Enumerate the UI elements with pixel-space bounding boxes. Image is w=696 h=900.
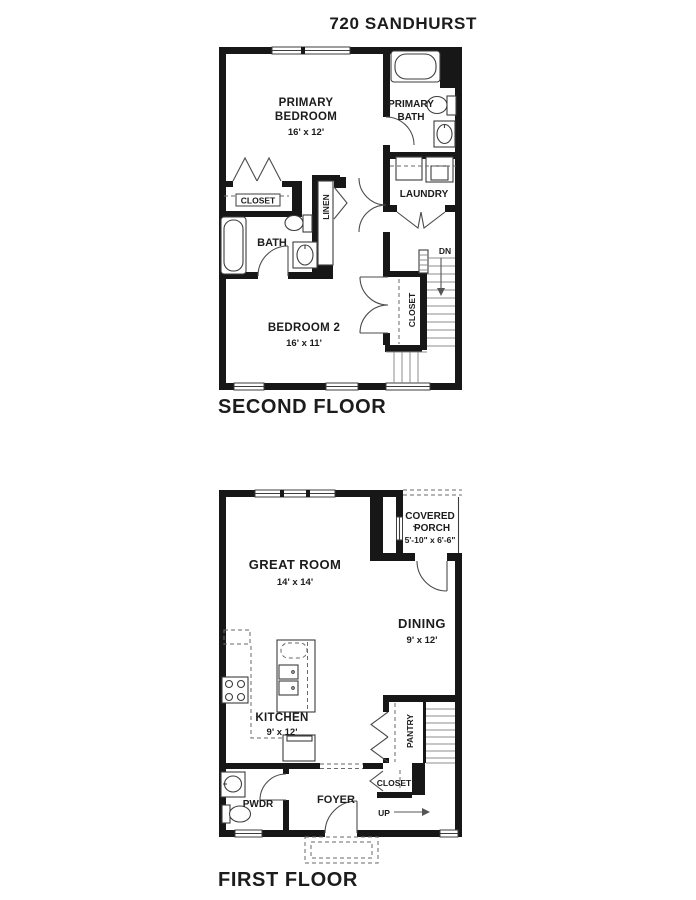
first-floor-plan [218, 490, 462, 891]
covered-porch-dims: 5'-10" x 6'-6" [404, 535, 456, 545]
plan-title: 720 SANDHURST [329, 14, 477, 33]
bedroom2-door-arc [360, 305, 388, 333]
up-arrowhead [422, 808, 430, 816]
covered-porch-label2: PORCH [413, 523, 451, 534]
window [272, 47, 350, 54]
laundry-door [397, 212, 421, 228]
sink-icon [221, 772, 245, 797]
kitchen-dims: 9' x 12' [266, 727, 298, 738]
window [255, 490, 335, 497]
window [235, 830, 262, 837]
second-floor-title: SECOND FLOOR [218, 396, 387, 418]
primary-bath-label2: BATH [397, 112, 425, 123]
porch-door-arc [417, 561, 447, 591]
stair-rail [419, 250, 428, 273]
bedroom-door-arc [359, 178, 386, 205]
bedroom2-dims: 16' x 11' [286, 338, 322, 349]
bath-door-arc [258, 246, 288, 276]
range-icon [222, 677, 248, 703]
laundry-door [421, 212, 445, 228]
laundry-label: LAUNDRY [399, 189, 449, 200]
great-room-dims: 14' x 14' [276, 577, 314, 588]
washer-icon [396, 157, 422, 180]
bath-label: BATH [257, 237, 287, 249]
first-floor-title: FIRST FLOOR [218, 869, 358, 891]
closet2-label: CLOSET [407, 292, 417, 328]
down-arrowhead [437, 288, 445, 296]
front-stoop [305, 837, 378, 863]
second-floor-plan [218, 47, 462, 418]
bedroom2-label: BEDROOM 2 [267, 322, 341, 334]
toilet-icon [285, 215, 312, 232]
primary-bedroom-label: PRIMARY [278, 97, 334, 109]
window [440, 830, 458, 837]
covered-porch-label: COVERED [405, 511, 455, 522]
bathtub-icon [221, 217, 246, 274]
primary-bath-label: PRIMARY [388, 99, 434, 110]
sink-icon [293, 242, 317, 268]
window [386, 383, 430, 390]
foyer-closet-label: CLOSET [376, 778, 412, 788]
dryer-icon [426, 157, 453, 182]
closet-door [233, 158, 257, 181]
window [397, 517, 403, 540]
sink-icon [434, 121, 455, 147]
closet-label: CLOSET [240, 195, 276, 206]
primary-bedroom-label2: BEDROOM [274, 111, 338, 123]
kitchen-island [277, 640, 315, 712]
bedroom-door-arc [359, 205, 386, 232]
pantry-label: PANTRY [405, 714, 415, 748]
linen-label: LINEN [321, 194, 331, 220]
up-label: UP [378, 808, 390, 818]
great-room-label: GREAT ROOM [248, 557, 342, 572]
linen-door [334, 187, 347, 219]
dining-dims: 9' x 12' [406, 635, 438, 646]
primary-bedroom-dims: 16' x 12' [287, 127, 325, 138]
window [234, 383, 264, 390]
linen-closet-outline [318, 181, 333, 265]
pwdr-label: PWDR [242, 799, 274, 810]
foyer-opening-dashed [320, 764, 363, 769]
kitchen-label: KITCHEN [255, 712, 309, 724]
pantry-door [371, 712, 388, 737]
bathtub-icon [391, 51, 440, 82]
closet-door [257, 158, 281, 181]
window [326, 383, 358, 390]
pwdr-door-arc [260, 774, 286, 800]
refrigerator-icon [283, 735, 315, 761]
foyer-label: FOYER [317, 794, 355, 806]
dn-label: DN [438, 246, 452, 256]
bedroom2-door-arc [360, 277, 388, 305]
dining-label: DINING [398, 616, 446, 631]
